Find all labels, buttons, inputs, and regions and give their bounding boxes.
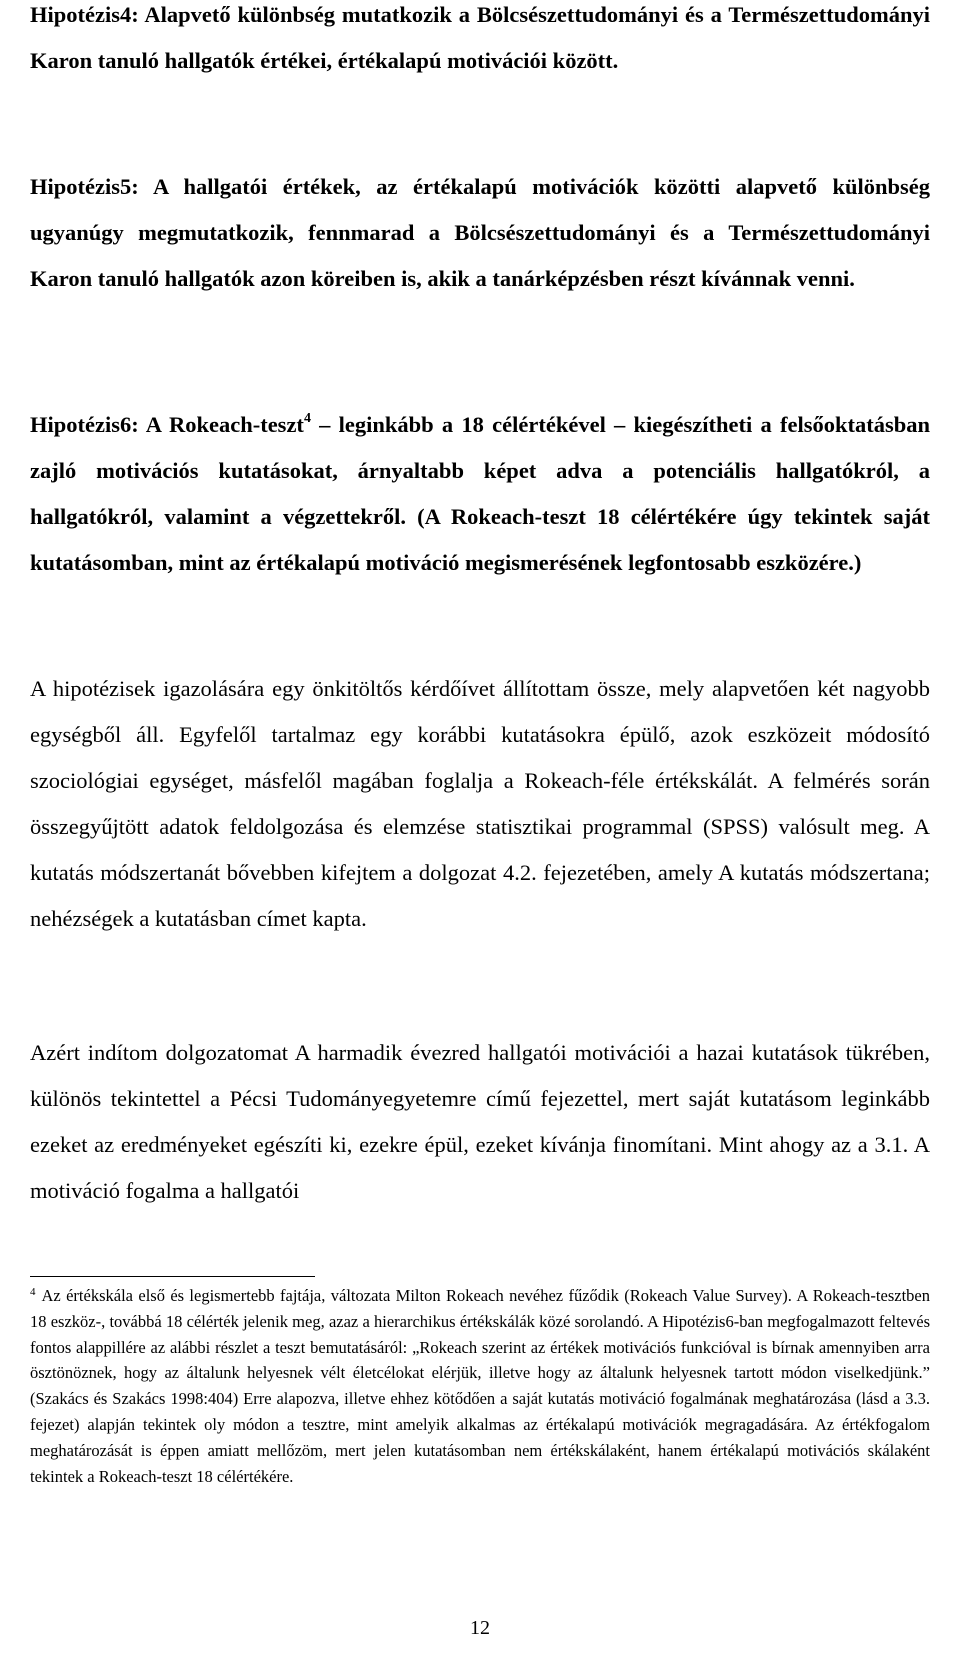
hypothesis-4: Hipotézis4: Alapvető különbség mutatkozik a Bölcsészettudományi és a Természettudományi Karon tanuló hallgatók értékei, értékalapú motivációi között. <box>30 2 930 73</box>
hypothesis-6-lead: Hipotézis6: A Rokeach-teszt <box>30 412 304 437</box>
page-number: 12 <box>470 1617 490 1639</box>
footnote-separator <box>30 1276 315 1277</box>
hypothesis-5: Hipotézis5: A hallgatói értékek, az értékalapú motivációk közötti alapvető különbség ugyanúgy megmutatkozik, fennmarad a Bölcsészettudományi és a Természettudományi Karon tanuló hallgatók azon köreiben is, akik a tanárképzésben részt kívánnak venni. <box>30 174 930 291</box>
footnote-reference[interactable]: 4 <box>303 410 311 426</box>
footnote-text: Az értékskála első és legismertebb fajtája, változata Milton Rokeach nevéhez fűződik (Rokeach Value Survey). A Rokeach-tesztben 18 eszköz-, továbbá 18 célérték jelenik meg, azaz a hierarchikus értékskálák közé sorolandó. A Hipotézis6-ban megfogalmazott feltevés fontos alappillére az alábbi részlet a teszt bemutatásáról: „Rokeach szerint az értékek motivációs funkcióval is bírnak amennyiben arra ösztönöznek, hogy az általunk helyesnek vélt életcélokat elérjük, illetve hogy az általunk helyesnek tartott módon viselkedjünk.” (Szakács és Szakács 1998:404) Erre alapozva, illetve ehhez kötődően a saját kutatás motiváció fogalmának meghatározása (lásd a 3.3. fejezet) alapján tekintek oly módon a tesztre, mint amelyik alkalmas az értékalapú motivációk megragadására. Az értékfogalom meghatározását is éppen amiatt mellőzöm, mert jelen kutatásomban nem értékskálaként, hanem értékalapú motivációs skálaként tekintek a Rokeach-teszt 18 célértékére. <box>30 1286 930 1486</box>
hypothesis-6 <box>30 402 930 586</box>
hypothesis-6-body: – leginkább a 18 célértékével – kiegészítheti a felsőoktatásban zajló motivációs kutatásokat, árnyaltabb képet adva a potenciális hallgatókról, a hallgatókról, valamint a végzettekről. (A Rokeach-teszt 18 célértékére úgy tekintek saját kutatásomban, mint az értékalapú motiváció megismerésének legfontosabb eszközére.) <box>30 412 930 575</box>
footnote <box>30 1283 930 1489</box>
method-paragraph: A hipotézisek igazolására egy önkitöltős kérdőívet állítottam össze, mely alapvetően két nagyobb egységből áll. Egyfelől tartalmaz egy korábbi kutatásokra épülő, azok eszközeit módosító szociológiai egységet, másfelől magában foglalja a Rokeach-féle értékskálát. A felmérés során összegyűjtött adatok feldolgozása és elemzése statisztikai programmal (SPSS) valósult meg. A kutatás módszertanát bővebben kifejtem a dolgozat 4.2. fejezetében, amely A kutatás módszertana; nehézségek a kutatásban címet kapta. <box>30 676 930 931</box>
footnote-number: 4 <box>30 1285 36 1298</box>
intro-paragraph: Azért indítom dolgozatomat A harmadik évezred hallgatói motivációi a hazai kutatások tükrében, különös tekintettel a Pécsi Tudományegyetemre című fejezettel, mert saját kutatásom leginkább ezeket az eredményeket egészíti ki, ezekre épül, ezeket kívánja finomítani. Mint ahogy az a 3.1. A motiváció fogalma a hallgatói <box>30 1040 930 1203</box>
